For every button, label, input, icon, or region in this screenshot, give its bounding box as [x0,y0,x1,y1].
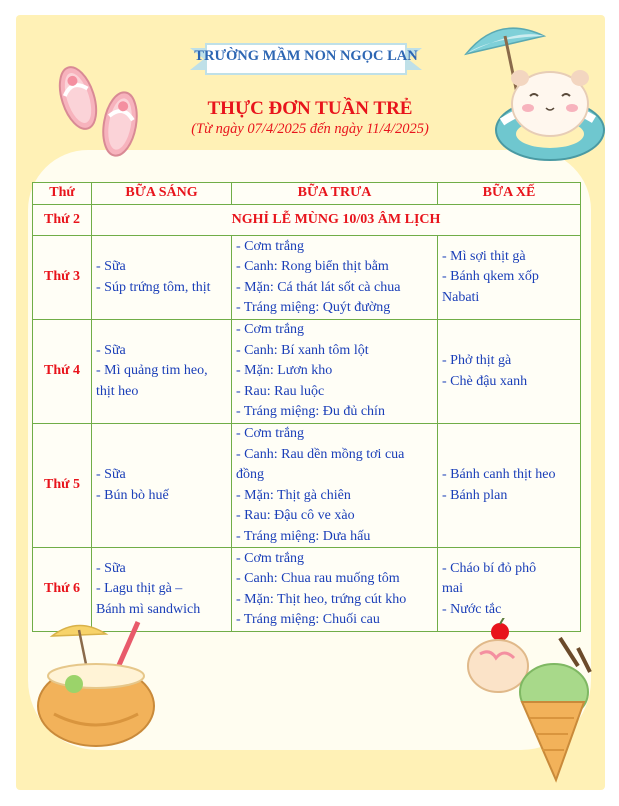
flip-flops-icon [50,58,150,166]
menu-line: Bánh mì sandwich [96,601,201,617]
breakfast-cell [92,236,232,320]
lunch-cell [232,320,438,424]
menu-line: - Rau: Rau luộc [236,383,325,399]
table-row [33,236,581,320]
page-title: THỰC ĐƠN TUẦN TRẺ [207,98,413,119]
menu-line: - Mì quảng tim heo, [96,363,208,379]
menu-line: đồng [236,467,264,482]
col-header-day: Thứ [33,183,92,205]
menu-line: - Canh: Chua rau muống tôm [236,571,400,586]
menu-line: - Cháo bí đỏ phô [442,560,537,576]
menu-line: thịt heo [96,383,139,399]
menu-line: - Mì sợi thịt gà [442,248,526,264]
table-row [33,205,581,236]
menu-line: - Sữa [96,467,126,482]
table-row [33,320,581,424]
coconut-drink-icon [34,618,166,750]
menu-line: - Mặn: Cá thát lát sốt cà chua [236,279,401,295]
menu-line: - Rau: Đậu cô ve xào [236,508,355,523]
menu-line: - Mặn: Thịt gà chiên [236,487,351,503]
menu-line: - Bánh qkem xốp [442,269,539,285]
breakfast-cell [92,424,232,548]
school-name: TRƯỜNG MẦM NON NGỌC LAN [194,48,418,64]
menu-line: - Chè đậu xanh [442,373,528,389]
menu-line: mai [442,581,463,597]
menu-line: - Mặn: Thịt heo, trứng cút kho [236,591,407,607]
menu-line: - Tráng miệng: Quýt đường [236,300,391,315]
menu-line: - Sữa [96,259,126,274]
menu-line: - Súp trứng tôm, thịt [96,279,211,295]
menu-line: - Mặn: Lươn kho [236,363,333,379]
snack-cell [438,424,581,548]
snack-cell [438,236,581,320]
col-header-lunch: BỮA TRƯA [232,183,438,205]
lunch-cell [232,424,438,548]
menu-line: - Cơm trắng [236,238,305,254]
menu-line: - Tráng miệng: Chuối cau [236,612,380,627]
day-cell: Thứ 6 [33,548,92,632]
menu-line: - Cơm trắng [236,426,305,441]
page-subtitle: (Từ ngày 07/4/2025 đến ngày 11/4/2025) [191,121,429,137]
col-header-snack: BỮA XẾ [438,183,581,205]
day-cell: Thứ 2 [33,205,92,236]
menu-line: - Sữa [96,342,126,358]
breakfast-cell [92,320,232,424]
menu-line: - Bún bò huế [96,487,169,503]
menu-line: - Canh: Rong biển thịt bằm [236,259,389,274]
menu-line: - Lagu thịt gà – [96,581,183,597]
col-header-breakfast: BỮA SÁNG [92,183,232,205]
snack-cell [438,320,581,424]
menu-line: - Canh: Rau dền mồng tơi cua [236,446,405,462]
day-cell: Thứ 4 [33,320,92,424]
menu-line: Nabati [442,289,480,305]
table-header-row [33,183,581,205]
menu-line: - Tráng miệng: Dưa hấu [236,528,371,544]
menu-line: - Cơm trắng [236,322,305,338]
menu-line: - Sữa [96,560,126,576]
holiday-cell: NGHỈ LỄ MÙNG 10/03 ÂM LỊCH [92,205,581,236]
table-row [33,424,581,548]
lunch-cell [232,548,438,632]
menu-line: - Tráng miệng: Đu đủ chín [236,404,385,420]
menu-line: - Bánh canh thịt heo [442,467,556,482]
menu-line: - Canh: Bí xanh tôm lột [236,342,369,358]
menu-line: - Nước tắc [442,601,502,617]
day-cell: Thứ 5 [33,424,92,548]
lunch-cell [232,236,438,320]
umbrella-hamster-icon [458,18,608,166]
day-cell: Thứ 3 [33,236,92,320]
menu-line: - Bánh plan [442,487,508,503]
menu-line: - Phở thịt gà [442,353,512,368]
menu-line: - Cơm trắng [236,550,305,566]
menu-table [32,182,581,632]
ice-cream-icon [460,618,600,784]
